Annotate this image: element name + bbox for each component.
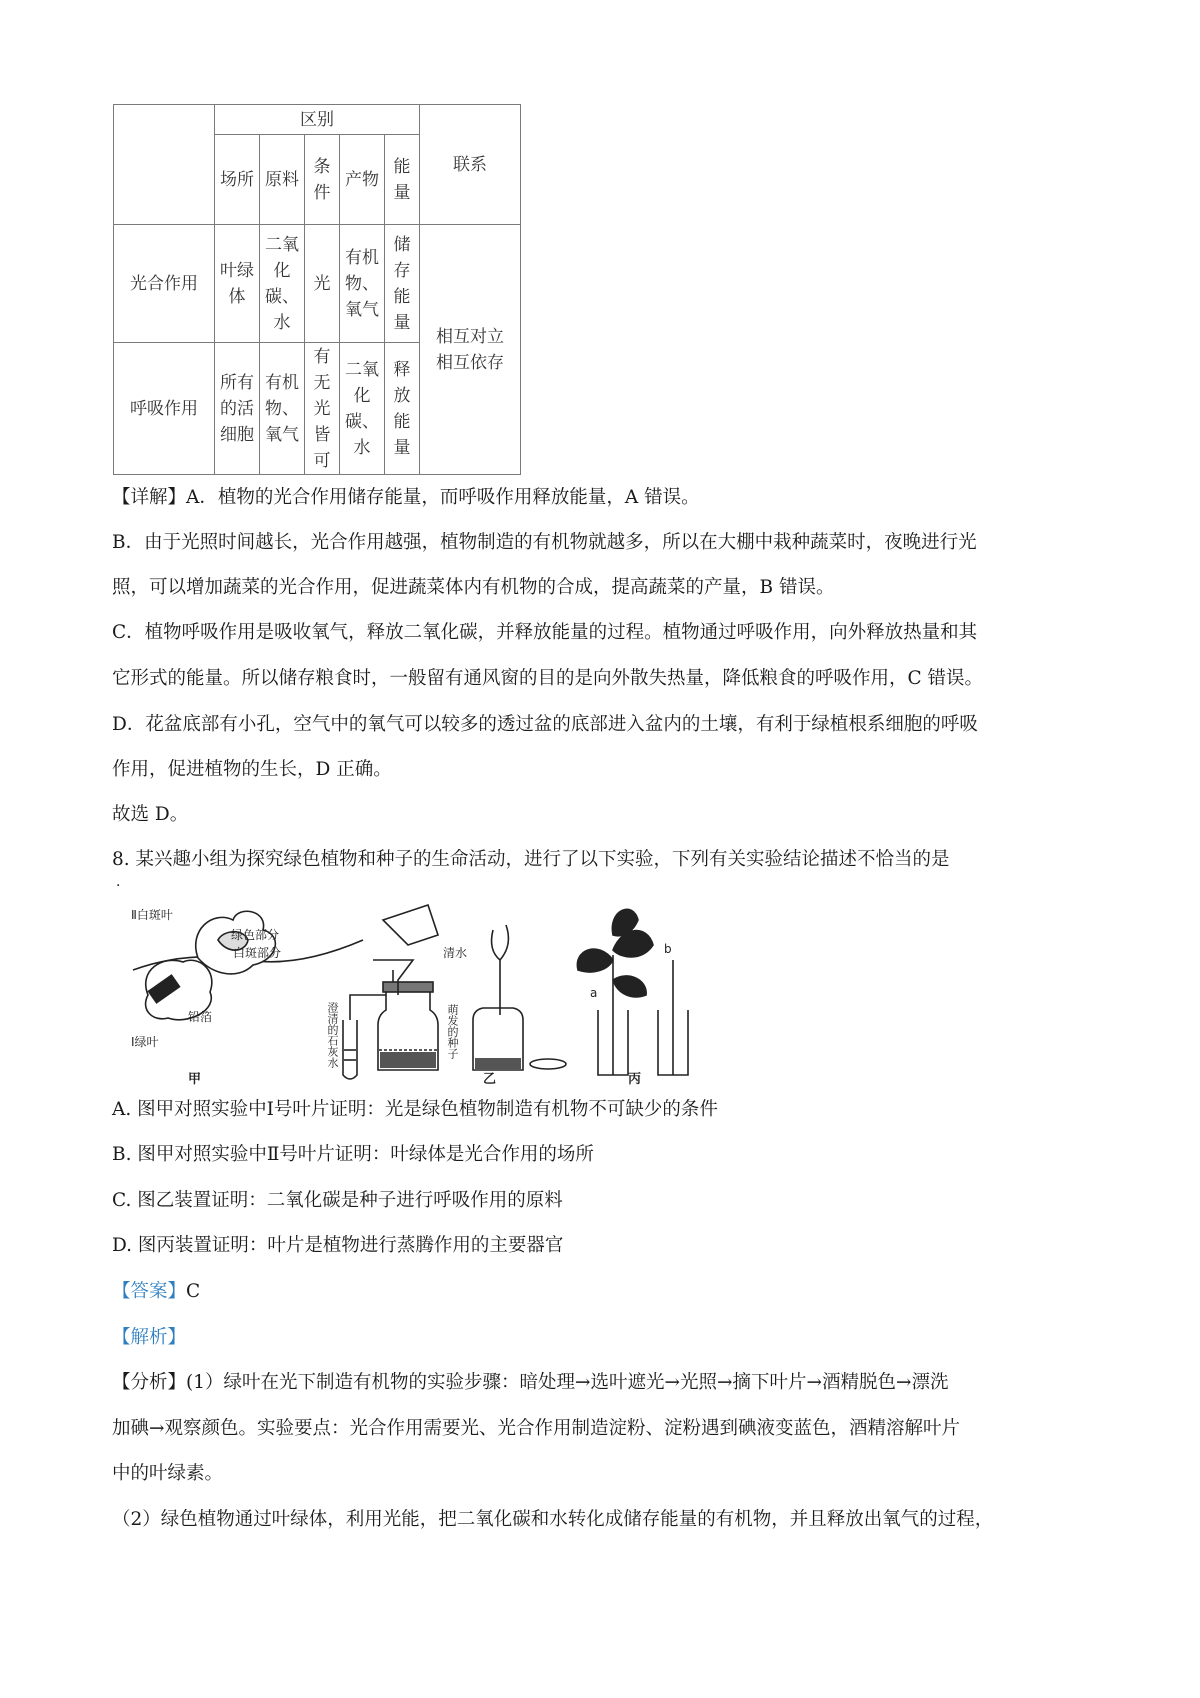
table-cell: 有无光皆可 (305, 343, 340, 475)
table-cell: 二氧化碳、水 (260, 225, 305, 343)
experiment-drawing (128, 900, 748, 1088)
label-foil: 铅箔 (188, 1010, 213, 1024)
row-name: 光合作用 (114, 225, 215, 343)
table-corner-cell (114, 105, 215, 225)
detail-conclusion: 故选 D。 (112, 804, 189, 825)
question-stem: 8. 某兴趣小组为探究绿色植物和种子的生命活动，进行了以下实验，下列有关实验结论描述不恰当的是 (112, 849, 950, 870)
emphasis-dot: · (116, 878, 121, 894)
row-name: 呼吸作用 (114, 343, 215, 475)
table-cell: 叶绿体 (215, 225, 260, 343)
analysis-p2: （2）绿色植物通过叶绿体，利用光能，把二氧化碳和水转化成储存能量的有机物，并且释放出氧气的过程， (112, 1509, 994, 1530)
answer-line (112, 1278, 1102, 1306)
column-header: 原料 (260, 135, 305, 225)
table-cell: 储存能量 (385, 225, 420, 343)
analysis-p1-line3: 中的叶绿素。 (112, 1463, 224, 1484)
answer-value: C (186, 1281, 201, 1302)
table-link-header: 联系 (420, 105, 521, 225)
comparison-table (113, 104, 521, 475)
detail-c-line1: C．植物呼吸作用是吸收氧气，释放二氧化碳，并释放能量的过程。植物通过呼吸作用，向外释放热量和其 (112, 622, 978, 643)
label-water: 清水 (443, 946, 468, 960)
label-seeds: 萌发的种子 (446, 1004, 459, 1059)
table-link-cell (420, 225, 521, 475)
caption-jia: 甲 (188, 1072, 202, 1087)
experiment-figure (128, 900, 748, 1088)
column-header: 能量 (385, 135, 420, 225)
column-header: 场所 (215, 135, 260, 225)
option-d: D. 图丙装置证明：叶片是植物进行蒸腾作用的主要器官 (112, 1235, 564, 1256)
detail-b-line1: B．由于光照时间越长，光合作用越强，植物制造的有机物就越多，所以在大棚中栽种蔬菜时，夜晚进行光 (112, 532, 977, 553)
link-text: 相互依存 (436, 352, 504, 373)
analysis-p1-line2: 加碘→观察颜色。实验要点：光合作用需要光、光合作用制造淀粉、淀粉遇到碘液变蓝色，酒精溶解叶片 (112, 1418, 961, 1439)
detail-c-line2: 它形式的能量。所以储存粮食时，一般留有通风窗的目的是向外散失热量，降低粮食的呼吸作用，C 错误。 (112, 668, 984, 689)
label-jia-leaf-1: Ⅰ绿叶 (131, 1035, 159, 1049)
label-white-part: 白斑部分 (233, 946, 282, 960)
table-cell: 二氧化碳、水 (340, 343, 385, 475)
table-cell: 释放能量 (385, 343, 420, 475)
table-group-header: 区别 (215, 105, 420, 135)
analysis-label: 【解析】 (112, 1327, 187, 1348)
label-plant-a: a (590, 986, 598, 1000)
label-plant-b: b (664, 942, 672, 956)
table-cell: 有机物、氧气 (260, 343, 305, 475)
caption-bing: 丙 (628, 1072, 642, 1087)
table-cell: 光 (305, 225, 340, 343)
link-text: 相互对立 (436, 326, 504, 347)
label-jia-leaf-2: Ⅱ白斑叶 (131, 908, 173, 922)
analysis-p1-line1: 【分析】(1）绿叶在光下制造有机物的实验步骤：暗处理→选叶遮光→光照→摘下叶片→酒精脱色→漂洗 (112, 1372, 949, 1393)
column-header: 条件 (305, 135, 340, 225)
detail-d-line2: 作用，促进植物的生长，D 正确。 (112, 759, 392, 780)
label-green-part: 绿色部分 (231, 928, 280, 942)
label-limewater: 澄清的石灰水 (326, 1002, 339, 1068)
detail-d-line1: D．花盆底部有小孔，空气中的氧气可以较多的透过盆的底部进入盆内的土壤，有利于绿植根系细胞的呼吸 (112, 714, 978, 735)
caption-yi: 乙 (483, 1072, 497, 1087)
column-header: 产物 (340, 135, 385, 225)
answer-label: 【答案】 (112, 1281, 187, 1302)
detail-b-line2: 照，可以增加蔬菜的光合作用，促进蔬菜体内有机物的合成，提高蔬菜的产量，B 错误。 (112, 577, 835, 598)
table-cell: 有机物、氧气 (340, 225, 385, 343)
detail-a: 【详解】A．植物的光合作用储存能量，而呼吸作用释放能量，A 错误。 (112, 487, 700, 508)
table-cell: 所有的活细胞 (215, 343, 260, 475)
option-c: C. 图乙装置证明：二氧化碳是种子进行呼吸作用的原料 (112, 1190, 563, 1211)
option-a: A. 图甲对照实验中Ⅰ号叶片证明：光是绿色植物制造有机物不可缺少的条件 (112, 1099, 718, 1120)
option-b: B. 图甲对照实验中Ⅱ号叶片证明：叶绿体是光合作用的场所 (112, 1144, 594, 1165)
